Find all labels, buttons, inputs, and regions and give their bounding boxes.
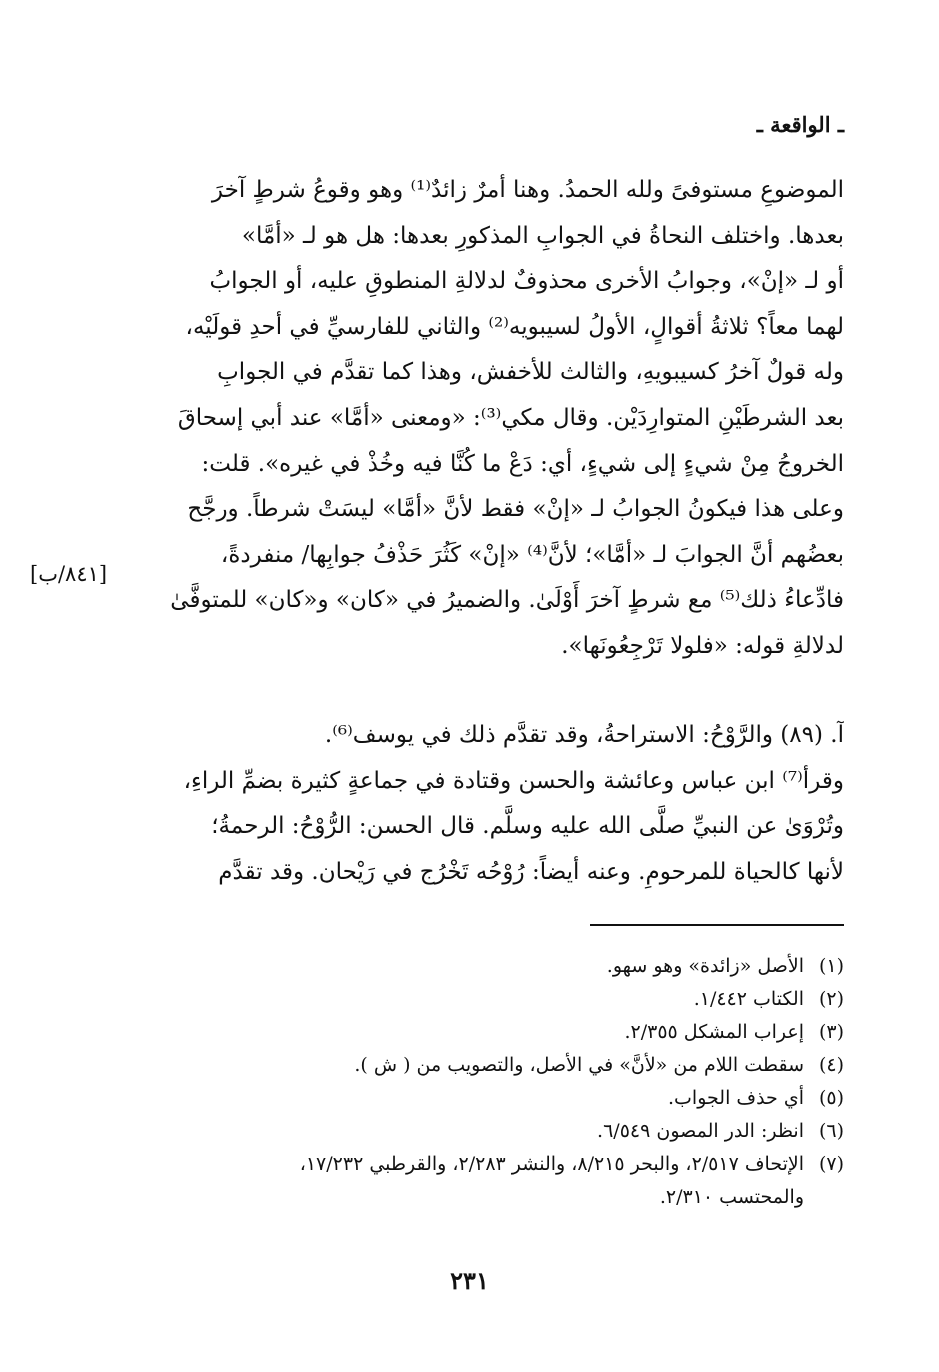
footnote-number: (١) [818,955,844,977]
paragraph-2 [120,713,844,895]
text-line: لأنها كالحياة للمرحومِ. وعنه أيضاً: رُوْحُه تَخْرُج في رَيْحان. وقد تقدَّم [218,858,844,885]
footnote-number: (٢) [818,988,844,1010]
footnote-text: الإتحاف ٢/٥١٧، والبحر ٨/٢١٥، والنشر ٢/٢٨٣، والقرطبي ١٧/٢٣٢، [299,1153,804,1175]
footnote-number: (٤) [818,1054,844,1076]
text-line: فادِّعاءُ ذلك⁽⁵⁾ مع شرطٍ آخرَ أَوْلَىٰ. والضميرُ في «كان» و«كان» للمتوفَّىٰ [170,587,844,614]
footnote-text: انظر: الدر المصون ٦/٥٤٩. [597,1120,804,1142]
text-line: الخروجُ مِنْ شيءٍ إلى شيءٍ، أي: دَعْ ما كُنَّا فيه وخُذْ في غيره». قلت: [201,450,844,477]
text-line: أو لـ «إنْ»، وجوابُ الأخرى محذوفٌ لدلالةِ المنطوقِ عليه، أو الجوابُ [209,268,844,295]
footnote-text: سقطت اللام من «لأنَّ» في الأصل، والتصويب من ( ش ). [354,1054,804,1076]
footnote-text: إعراب المشكل ٢/٣٥٥. [624,1021,804,1043]
footnote-number: (٥) [818,1087,844,1109]
footnote [130,1016,844,1049]
footnote [130,1115,844,1148]
text-line: وتُرْوَىٰ عن النبيِّ صلَّى الله عليه وسلَّم. قال الحسن: الرُّوْحُ: الرحمةُ؛ [211,813,844,840]
text-line: وله قولٌ آخرُ كسيبويهِ، والثالث للأخفش، وهذا كما تقدَّم في الجوابِ [217,359,844,386]
footnote [130,1148,844,1181]
text-line: وقرأ⁽⁷⁾ ابن عباس وعائشة والحسن وقتادة في جماعةٍ كثيرة بضمِّ الراءِ، [183,767,844,794]
footnote [130,1082,844,1115]
footnote-text: الأصل «زائدة» وهو سهو. [606,955,804,977]
footnote [130,983,844,1016]
footnote-number: (٧) [818,1153,844,1175]
footnote-text: أي حذف الجواب. [668,1087,804,1109]
footnote-text: الكتاب ١/٤٤٢. [693,988,804,1010]
text-line: بعد الشرطَيْنِ المتوارِدَيْن. وقال مكي⁽³⁾: «ومعنى «أمَّا» عند أبي إسحاقَ [177,404,844,431]
footnotes [130,950,844,1214]
footnote [130,1049,844,1082]
text-line: وعلى هذا فيكونُ الجوابُ لـ «إنْ» فقط لأنَّ «أمَّا» ليسَتْ شرطاً. ورجَّح [187,496,844,523]
footnote [130,950,844,983]
footnote-continuation: والمحتسب ٢/٣١٠. [659,1186,804,1208]
footnote-number: (٦) [818,1120,844,1142]
text-line: الموضوعِ مستوفىً ولله الحمدُ. وهنا أمرٌ زائدٌ⁽¹⁾ وهو وقوعُ شرطٍ آخرَ [211,177,844,203]
footnote-number: (٣) [818,1021,844,1043]
text-line: لدلالةِ قوله: «فلولا تَرْجِعُونَها». [561,632,844,659]
text-line: آ. (٨٩) والرَّوْحُ: الاستراحةُ، وقد تقدَّم ذلك في يوسف⁽⁶⁾. [324,722,844,748]
page-number: ٢٣١ [450,1266,489,1295]
text-line: بعضُهم أنَّ الجوابَ لـ «أمَّا»؛ لأنَّ⁽⁴⁾ «إنْ» كَثُرَ حَذْفُ جوابِها/ منفردةً، [220,541,844,568]
running-header: ـ الواقعة ـ [756,112,844,137]
text-line: بعدها. واختلف النحاةُ في الجوابِ المذكورِ بعدها: هل هو لـ «أمَّا» [241,222,844,249]
margin-folio-note: [٨٤١/ب] [30,562,108,586]
paragraph-1 [120,168,844,670]
footnote-separator [590,924,844,926]
text-line: لهما معاً؟ ثلاثةُ أقوالٍ، الأولُ لسيبويه⁽²⁾ والثاني للفارسيِّ في أحدِ قولَيْه، [185,313,844,340]
